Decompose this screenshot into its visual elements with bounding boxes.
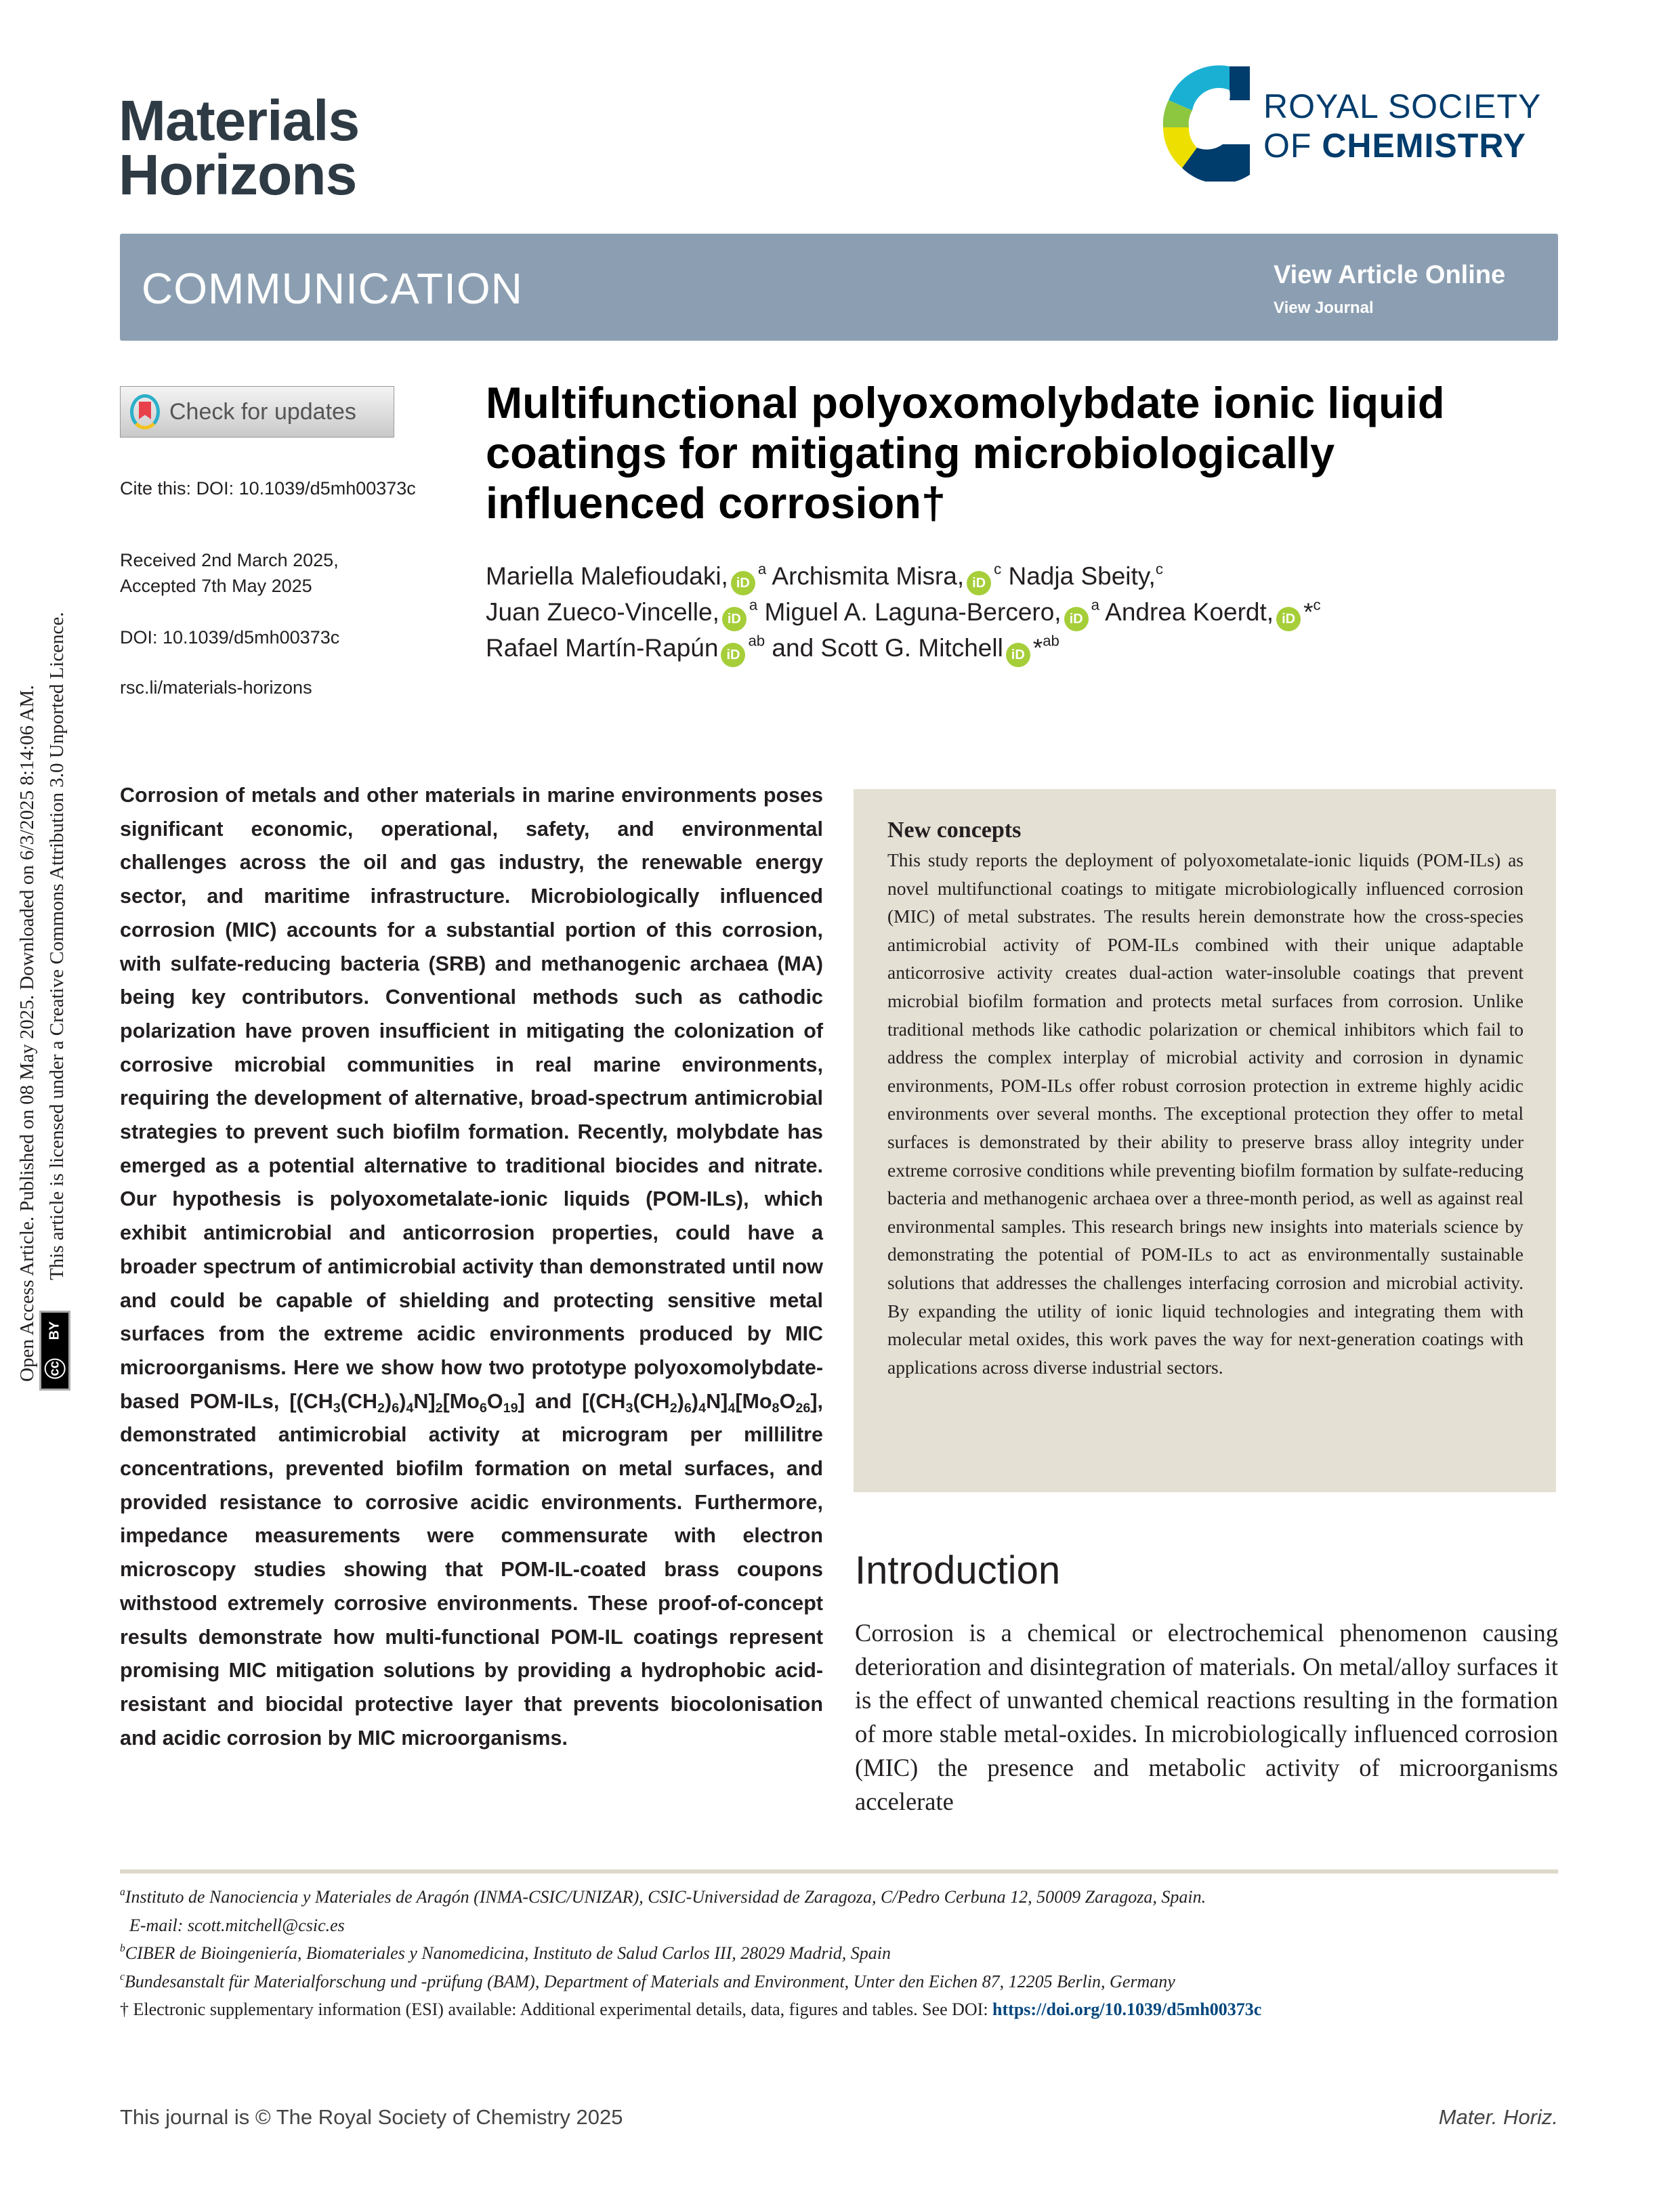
abstract-text: N] xyxy=(413,1389,436,1413)
cc-icon: cc xyxy=(45,1358,66,1378)
author: Nadja Sbeity, xyxy=(1008,562,1156,590)
affiliation-mark: a xyxy=(757,560,767,578)
journal-url[interactable]: rsc.li/materials-horizons xyxy=(120,677,312,698)
journal-title xyxy=(119,89,360,207)
corresponding-mark: * xyxy=(1032,634,1043,662)
abstract-subscript: 3 xyxy=(333,1400,341,1416)
abstract-text: Corrosion of metals and other materials in marine environments poses significant economic, operational, safety, and environmental challenges across the oil and gas industry, the renewable energy sector, and maritime infrastructure. Microbiologically influenced corrosion (MIC) accounts for a substantial portion of this corrosion, with sulfate-reducing bacteria (SRB) and methanogenic archaea (MA) being key contributors. Conventional methods such as cathodic polarization have proven insufficient in mitigating the colonization of corrosive microbial communities in real marine environments, requiring the development of alternative, broad-spectrum antimicrobial strategies to prevent such biofilm formation. Recently, molybdate has emerged as a potential alternative to traditional biocides and nitrate. Our hypothesis is polyoxometalate-ionic liquids (POM-ILs), which exhibit antimicrobial and anticorrosion properties, could have a broader spectrum of antimicrobial activity than demonstrated until now and could be capable of shielding and protecting sensitive metal surfaces from the extreme acidic environments produced by MIC microorganisms. Here we show how two prototype polyoxomolybdate-based POM-ILs, [(CH xyxy=(120,784,823,1413)
footer-journal-abbrev: Mater. Horiz. xyxy=(1438,2105,1558,2129)
abstract-text: [Mo xyxy=(442,1389,480,1413)
orcid-icon[interactable]: iD xyxy=(1006,643,1030,667)
abstract-subscript: 2 xyxy=(669,1400,677,1416)
footnote-a: $^a$Instituto de Nanociencia y Materiales de Aragón (INMA-CSIC/UNIZAR), CSIC-Universidad de Zaragoza, C/Pedro Cerbuna 12, 50009 Zaragoza, Spain. xyxy=(120,1886,1206,1907)
esi-link[interactable]: https://doi.org/10.1039/d5mh00373c xyxy=(992,2000,1262,2019)
view-journal-link[interactable]: View Journal xyxy=(1274,299,1374,317)
orcid-icon[interactable]: iD xyxy=(1064,607,1089,631)
affiliation-mark: a xyxy=(1091,596,1099,614)
abstract-text: O xyxy=(779,1389,796,1413)
abstract-subscript: 4 xyxy=(406,1400,414,1416)
abstract-subscript: 2 xyxy=(377,1400,385,1416)
licence-line[interactable]: This article is licensed under a Creative Commons Attribution 3.0 Unported Licence. xyxy=(46,612,68,1280)
open-access-notice xyxy=(12,420,72,1382)
abstract-subscript: 19 xyxy=(503,1400,518,1416)
orcid-icon[interactable]: iD xyxy=(1276,607,1301,631)
footer-copyright: This journal is © The Royal Society of Chemistry 2025 xyxy=(120,2105,623,2129)
cite-doi[interactable]: DOI: 10.1039/d5mh00373c xyxy=(196,478,416,499)
article-type-band xyxy=(120,234,1558,341)
affiliation-mark: ab xyxy=(748,632,765,650)
affiliation-mark: a xyxy=(749,596,758,614)
open-access-line: Open Access Article. Published on 08 May 2025. Downloaded on 6/3/2025 8:14:06 AM. xyxy=(16,685,38,1382)
abstract-subscript: 2 xyxy=(435,1400,443,1416)
footnote-b: $^b$CIBER de Bioingeniería, Biomateriales y Nanomedicina, Instituto de Salud Carlos III, 28029 Madrid, Spain xyxy=(120,1943,891,1963)
footnotes xyxy=(120,1883,1558,2024)
abstract-subscript: 3 xyxy=(625,1400,633,1416)
introduction-body: Corrosion is a chemical or electrochemical phenomenon causing deterioration and disintegration of materials. On metal/alloy surfaces it is the effect of unwanted chemical reactions resulting in the formation of more stable metal-oxides. In microbiologically influenced corrosion (MIC) the presence and metabolic activity of microorganisms accelerate xyxy=(855,1619,1558,1815)
footnote-email[interactable]: E-mail: scott.mitchell@csic.es xyxy=(129,1915,345,1935)
affiliation-mark: c xyxy=(1313,596,1321,614)
abstract-text: ) xyxy=(677,1389,684,1413)
abstract-subscript: 4 xyxy=(698,1400,707,1416)
introduction-heading: Introduction xyxy=(855,1548,1061,1592)
author: Archismita Misra, xyxy=(772,562,965,590)
abstract-text: ) xyxy=(399,1389,406,1413)
abstract-subscript: 6 xyxy=(684,1400,692,1416)
cc-by-badge[interactable] xyxy=(39,1311,70,1391)
author: Juan Zueco-Vincelle, xyxy=(486,598,719,626)
abstract-subscript: 4 xyxy=(728,1400,736,1416)
abstract-text: N] xyxy=(706,1389,728,1413)
doi[interactable]: DOI: 10.1039/d5mh00373c xyxy=(120,627,340,648)
crossmark-icon xyxy=(130,394,160,429)
abstract-subscript: 6 xyxy=(479,1400,487,1416)
abstract xyxy=(120,779,823,1755)
rsc-c-icon xyxy=(1155,60,1257,182)
new-concepts-box xyxy=(854,789,1556,1492)
accepted-date: Accepted 7th May 2025 xyxy=(120,576,312,596)
publisher-name: CHEMISTRY xyxy=(1322,127,1526,165)
rsc-logo[interactable] xyxy=(1155,60,1561,182)
author: Rafael Martín-Rapún xyxy=(486,634,719,662)
footnote-c: $^c$Bundesanstalt für Materialforschung und -prüfung (BAM), Department of Materials and Environment, Unter den Eichen 87, 12205 Berlin, Germany xyxy=(120,1970,1175,1991)
affiliation-mark: c xyxy=(994,560,1002,578)
abstract-text: O xyxy=(486,1389,503,1413)
abstract-text: ) xyxy=(385,1389,392,1413)
view-article-online-link[interactable]: View Article Online xyxy=(1274,261,1506,289)
publisher-name: ROYAL SOCIETY xyxy=(1263,87,1542,125)
publisher-name: OF xyxy=(1263,127,1322,165)
cite-this xyxy=(120,475,416,501)
received-date: Received 2nd March 2025, xyxy=(120,550,339,570)
footnote-esi: † Electronic supplementary information (ESI) available: Additional experimental details, data, figures and tables. See DOI: https://doi.org/10.1039/d5mh00373c xyxy=(120,2000,1262,2019)
author: Andrea Koerdt, xyxy=(1105,598,1274,626)
abstract-subscript: 26 xyxy=(795,1400,811,1416)
new-concepts-heading: New concepts xyxy=(887,818,1022,843)
cc-by-label: BY xyxy=(47,1321,62,1340)
article-title: Multifunctional polyoxomolybdate ionic liquid coatings for mitigating microbiologically influenced corrosion† xyxy=(486,378,1445,528)
new-concepts-body: This study reports the deployment of polyoxometalate-ionic liquids (POM-ILs) as novel multifunctional coatings to mitigate microbiologically influenced corrosion (MIC) of metal substrates. The results herein demonstrate how the cross-species antimicrobial activity of POM-ILs combined with their unique adaptable anticorrosive activity creates dual-action water-insoluble coatings that prevent microbial biofilm formation and protects metal surfaces from corrosion. Unlike traditional methods like cathodic polarization or chemical inhibitors which fail to address the complex interplay of microbial activity and corrosion in dynamic environments, POM-ILs offer robust corrosion protection in extreme highly acidic environments over several months. The exceptional protection they offer to metal surfaces is demonstrated by their ability to preserve brass alloy integrity under extreme corrosive conditions while preventing biofilm formation by sulfate-reducing bacteria and methanogenic archaea over a three-month period, as well as against real environmental samples. This research brings new insights into materials science by demonstrating the potential of POM-ILs to act as environmentally sustainable solutions that addresses the challenges interfacing corrosion and microbial activity. By expanding the utility of ionic liquid technologies and integrating them with molecular metal oxides, this work paves the way for next-generation coatings with applications across diverse industrial sectors. xyxy=(887,849,1524,1378)
abstract-text: ) xyxy=(691,1389,699,1413)
author: and Scott G. Mitchell xyxy=(772,634,1003,662)
orcid-icon[interactable]: iD xyxy=(722,607,747,631)
abstract-text: ], demonstrated antimicrobial activity at microgram per millilitre concentrations, prevented biofilm formation on metal surfaces, and provided resistance to corrosive acidic environments. Furthermore, impedance measurements were commensurate with electron microscopy studies showing that POM-IL-coated brass coupons withstood extremely corrosive environments. These proof-of-concept results demonstrate how multi-functional POM-IL coatings represent promising MIC mitigation solutions by providing a hydrophobic acid-resistant and biocidal protective layer that prevents biocolonisation and acidic corrosion by MIC microorganisms. xyxy=(120,1389,823,1750)
orcid-icon[interactable]: iD xyxy=(721,643,745,667)
author: Mariella Malefioudaki, xyxy=(486,562,728,590)
affiliation-mark: c xyxy=(1155,560,1163,578)
check-for-updates-button[interactable] xyxy=(120,386,394,438)
corresponding-mark: * xyxy=(1303,598,1314,626)
abstract-text: ] and [(CH xyxy=(518,1389,626,1413)
article-type: COMMUNICATION xyxy=(142,264,523,313)
journal-title-line: Horizons xyxy=(119,143,357,207)
abstract-text: [Mo xyxy=(735,1389,772,1413)
journal-title-line: Materials xyxy=(119,89,360,152)
orcid-icon[interactable]: iD xyxy=(967,571,991,595)
abstract-text: (CH xyxy=(340,1389,377,1413)
cite-label: Cite this: xyxy=(120,478,192,499)
check-for-updates-label: Check for updates xyxy=(169,398,356,425)
author-list xyxy=(486,559,1542,667)
abstract-subscript: 8 xyxy=(772,1400,780,1416)
orcid-icon[interactable]: iD xyxy=(731,571,755,595)
abstract-text: (CH xyxy=(633,1389,670,1413)
author: Miguel A. Laguna-Bercero, xyxy=(764,598,1062,626)
footnote-divider xyxy=(120,1869,1558,1874)
affiliation-mark: ab xyxy=(1043,632,1059,650)
abstract-subscript: 6 xyxy=(392,1400,400,1416)
